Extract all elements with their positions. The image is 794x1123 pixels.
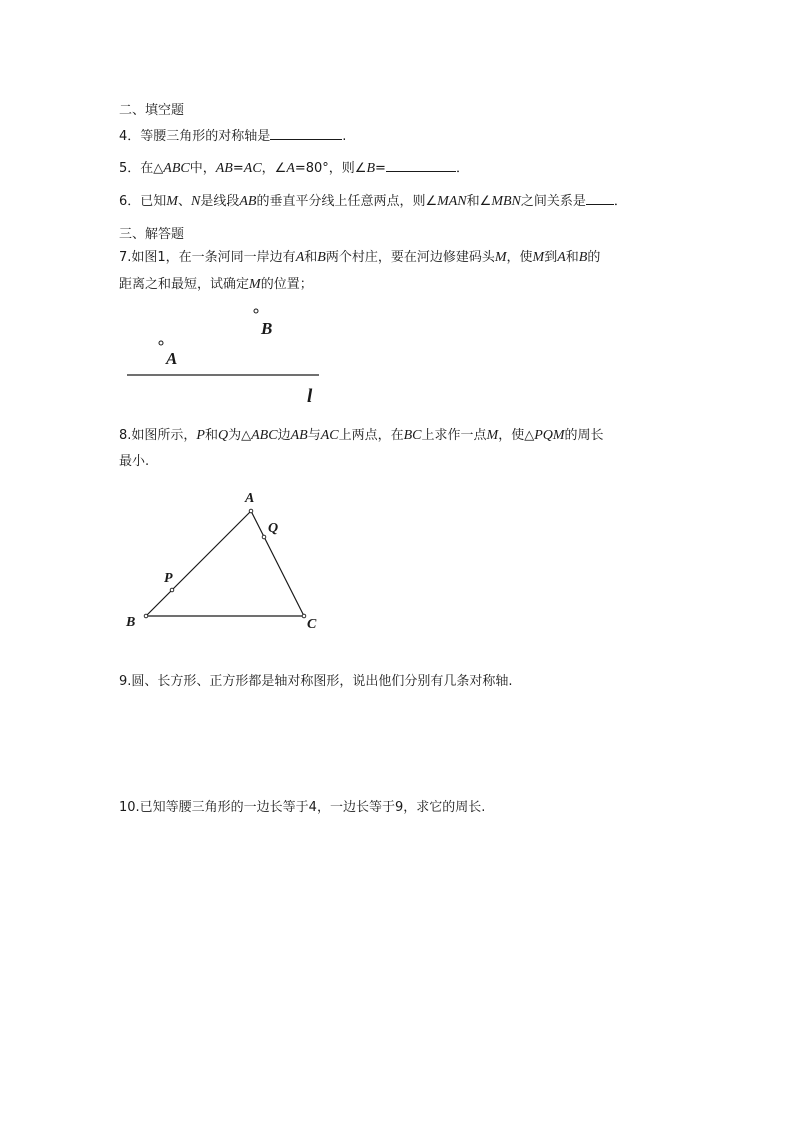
vertex-b bbox=[144, 614, 148, 618]
q7-text: 两个村庄，要在河边修建码头 bbox=[325, 250, 495, 265]
q8-text: 和 bbox=[204, 428, 218, 443]
point-b bbox=[254, 309, 258, 313]
point-a bbox=[159, 341, 163, 345]
var-mbn: MBN bbox=[491, 194, 521, 209]
q7-text: 距离之和最短，试确定 bbox=[119, 277, 250, 292]
var-m: M bbox=[249, 277, 261, 292]
var-abc: ABC bbox=[163, 161, 190, 176]
point-q bbox=[262, 535, 266, 539]
q8-text: 为△ bbox=[228, 428, 252, 443]
q5-text: ，∠ bbox=[261, 161, 287, 176]
q6-text: ． bbox=[613, 194, 627, 209]
q8-text: 8.如图所示， bbox=[119, 428, 197, 443]
q6-text: 、 bbox=[177, 194, 191, 209]
q6-text: 6．已知 bbox=[119, 194, 167, 209]
var-man: MAN bbox=[437, 194, 467, 209]
label-c: C bbox=[307, 617, 317, 632]
question-4-text: 4．等腰三角形的对称轴是 bbox=[119, 129, 271, 144]
label-b: B bbox=[261, 319, 273, 338]
var-m: M bbox=[486, 428, 499, 443]
label-l: l bbox=[307, 386, 313, 407]
question-9 bbox=[119, 673, 513, 691]
var-q: Q bbox=[217, 428, 229, 443]
q5-text: = bbox=[375, 161, 386, 176]
vertex-c bbox=[302, 614, 306, 618]
var-b: B bbox=[317, 250, 326, 265]
q10-text: 10.已知等腰三角形的一边长等于4，一边长等于9，求它的周长. bbox=[119, 800, 486, 815]
q6-text: 是线段 bbox=[200, 194, 240, 209]
label-a: A bbox=[245, 491, 255, 506]
var-pqm: PQM bbox=[534, 428, 565, 443]
var-a: A bbox=[286, 161, 295, 176]
q8-text: 与 bbox=[307, 428, 321, 443]
var-p: P bbox=[196, 428, 205, 443]
question-8-line-1 bbox=[119, 427, 604, 445]
var-ac: AC bbox=[243, 161, 262, 176]
q6-text: 和∠ bbox=[466, 194, 492, 209]
var-a: A bbox=[295, 250, 305, 265]
section-heading-text: 三、解答题 bbox=[119, 227, 185, 242]
var-a: A bbox=[557, 250, 566, 265]
triangle-abc bbox=[146, 511, 304, 616]
q5-text: ． bbox=[455, 161, 469, 176]
q6-text: 之间关系是 bbox=[520, 194, 586, 209]
q7-text: 和 bbox=[304, 250, 318, 265]
figure-triangle bbox=[0, 480, 794, 640]
triangle-symbol: △ bbox=[153, 161, 164, 176]
var-ab: AB bbox=[215, 161, 233, 176]
var-abc: ABC bbox=[251, 428, 278, 443]
var-ab: AB bbox=[239, 194, 257, 209]
vertex-a bbox=[249, 509, 253, 513]
q7-text: 的位置； bbox=[260, 277, 313, 292]
q5-text: 5．在 bbox=[119, 161, 154, 176]
q6-text: 的垂直平分线上任意两点，则∠ bbox=[256, 194, 438, 209]
var-n: N bbox=[190, 194, 201, 209]
var-b: B bbox=[578, 250, 588, 265]
question-4-end: . bbox=[342, 129, 347, 144]
var-m: M bbox=[532, 250, 545, 265]
q7-text: 的 bbox=[587, 250, 601, 265]
q8-text: 的周长 bbox=[564, 428, 604, 443]
q7-text: ，使 bbox=[506, 250, 533, 265]
point-p bbox=[170, 588, 174, 592]
question-10 bbox=[119, 799, 485, 817]
label-b: B bbox=[126, 615, 136, 630]
q5-text: 中， bbox=[189, 161, 216, 176]
question-8-line-2 bbox=[119, 453, 149, 471]
label-q: Q bbox=[268, 521, 279, 536]
q8-text: 最小. bbox=[119, 454, 150, 469]
var-ab: AB bbox=[290, 428, 308, 443]
q7-text: 到 bbox=[544, 250, 558, 265]
var-bc: BC bbox=[403, 428, 422, 443]
label-p: P bbox=[164, 571, 173, 586]
var-b: B bbox=[366, 161, 376, 176]
section-heading-text: 二、填空题 bbox=[119, 103, 185, 118]
q8-text: 上求作一点 bbox=[421, 428, 487, 443]
var-ac: AC bbox=[320, 428, 339, 443]
q8-text: 边 bbox=[277, 428, 291, 443]
label-a: A bbox=[166, 349, 178, 368]
q5-text: =80°，则∠ bbox=[294, 161, 367, 176]
q5-text: = bbox=[232, 161, 244, 176]
q8-text: ，使△ bbox=[498, 428, 535, 443]
q7-text: 和 bbox=[565, 250, 579, 265]
q8-text: 上两点，在 bbox=[338, 428, 404, 443]
figure-river bbox=[0, 0, 794, 420]
var-m: M bbox=[166, 194, 178, 209]
var-m: M bbox=[494, 250, 507, 265]
q7-text: 7.如图1，在一条河同一岸边有 bbox=[119, 250, 296, 265]
q9-text: 9.圆、长方形、正方形都是轴对称图形，说出他们分别有几条对称轴. bbox=[119, 674, 513, 689]
